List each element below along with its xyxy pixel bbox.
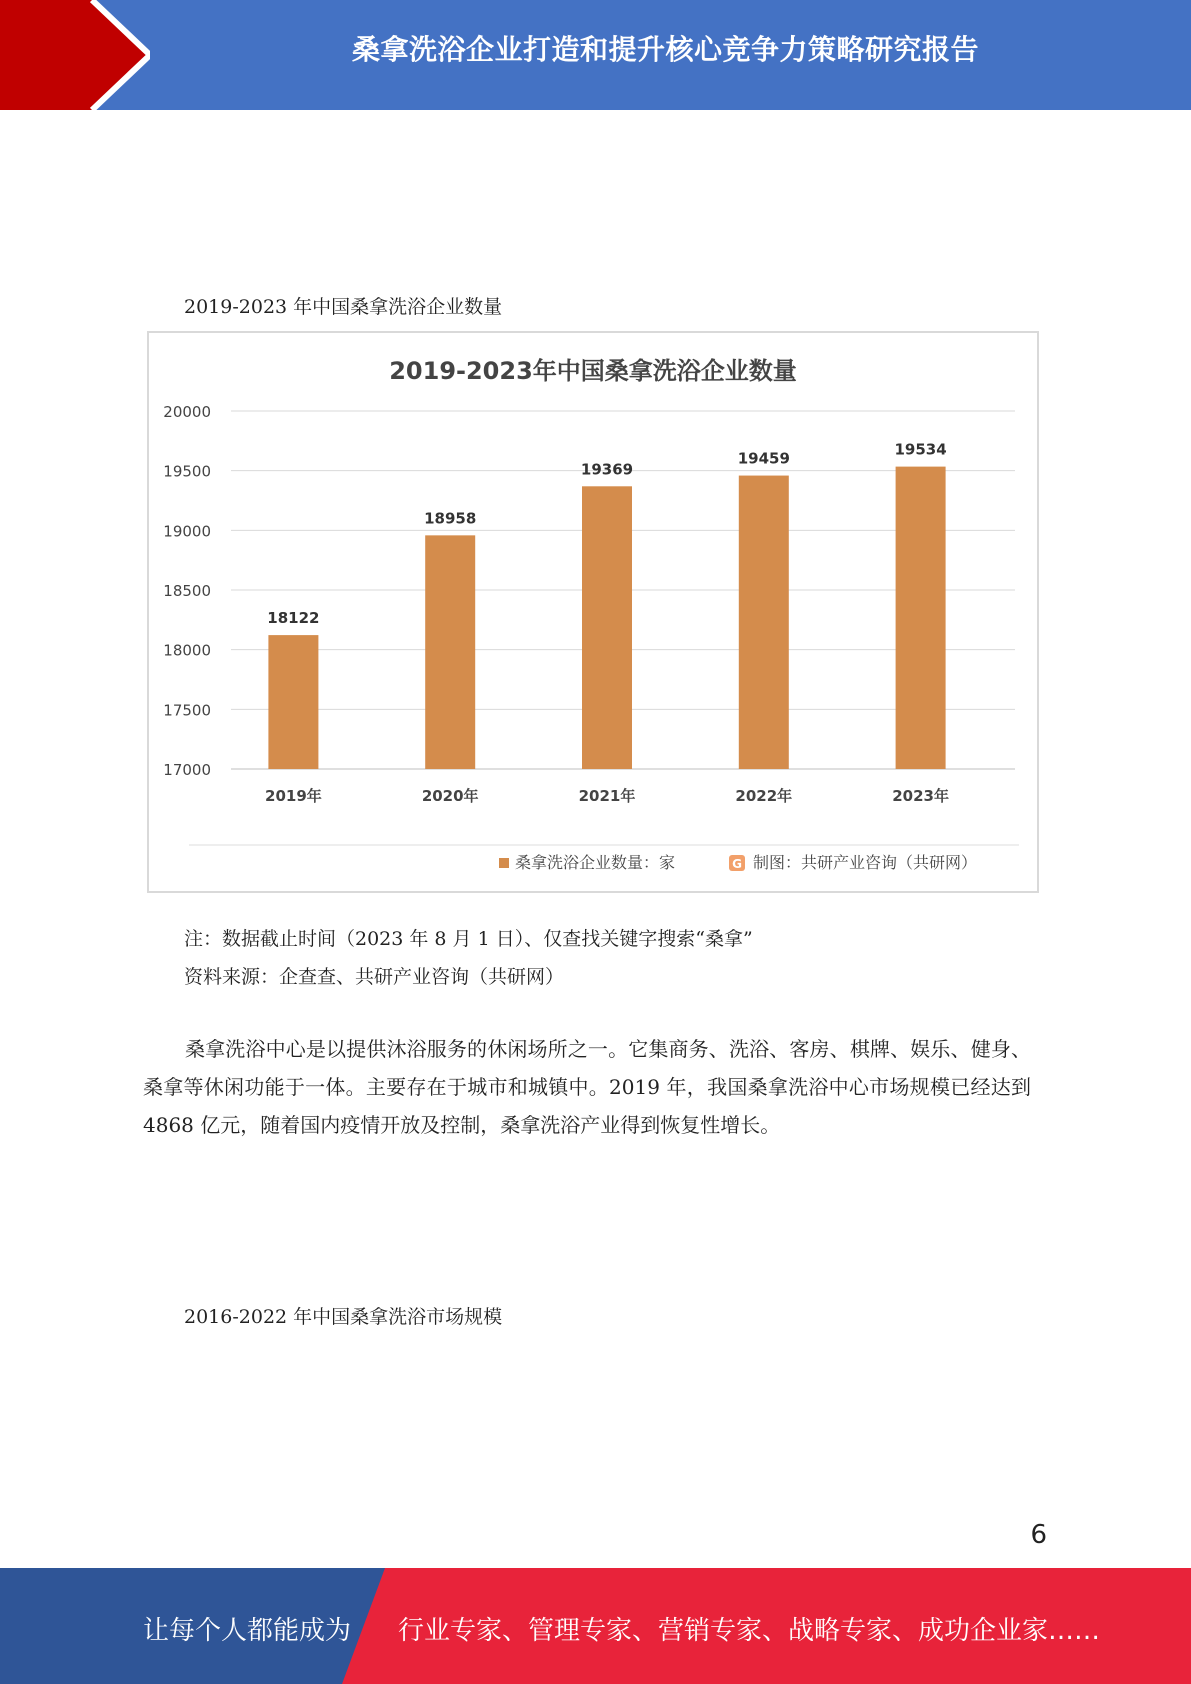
bar-2019年	[268, 635, 318, 769]
legend-swatch	[499, 858, 509, 868]
page-number: 6	[1030, 1520, 1047, 1550]
bar-2022年	[739, 476, 789, 769]
y-tick-label: 18500	[163, 582, 211, 600]
body-paragraph: 桑拿洗浴中心是以提供沐浴服务的休闲场所之一。它集商务、洗浴、客房、棋牌、娱乐、健身、桑拿等休闲功能于一体。主要存在于城市和城镇中。2019 年，我国桑拿洗浴中心市场规模已经达到 4868 亿元，随着国内疫情开放及控制，桑拿洗浴产业得到恢复性增长。	[143, 1037, 1031, 1137]
legend-series-label: 桑拿洗浴企业数量：家	[515, 853, 676, 872]
x-tick-label: 2019年	[265, 787, 322, 805]
x-tick-label: 2023年	[892, 787, 949, 805]
bar-chart	[147, 331, 1039, 893]
y-tick-label: 19500	[163, 462, 211, 481]
x-tick-label: 2022年	[735, 787, 793, 805]
footer-slogan-left: 让每个人都能成为	[143, 1616, 352, 1646]
data-label: 18122	[267, 609, 320, 628]
figure2-caption: 2016-2022 年中国桑拿洗浴市场规模	[184, 1306, 503, 1328]
bar-2020年	[425, 535, 475, 769]
chart-title: 2019-2023年中国桑拿洗浴企业数量	[389, 357, 797, 385]
header-arrow-decoration	[0, 0, 150, 110]
figure1-note: 注：数据截止时间（2023 年 8 月 1 日）、仅查找关键字搜索“桑拿”	[184, 928, 753, 950]
data-label: 19369	[580, 460, 634, 479]
data-label: 18958	[424, 509, 477, 528]
figure1-caption: 2019-2023 年中国桑拿洗浴企业数量	[184, 296, 503, 318]
chart-svg	[149, 333, 1037, 891]
y-tick-label: 18000	[163, 641, 211, 660]
figure1-source: 资料来源：企查查、共研产业咨询（共研网）	[184, 966, 565, 988]
data-label: 19534	[894, 440, 947, 459]
y-tick-label: 17000	[163, 761, 211, 779]
x-tick-label: 2021年	[578, 787, 636, 805]
legend-credit-label: 制图：共研产业咨询（共研网）	[753, 853, 978, 872]
x-tick-label: 2020年	[421, 787, 479, 805]
y-tick-label: 19000	[163, 522, 211, 541]
brand-logo-icon	[729, 855, 745, 871]
y-tick-label: 20000	[163, 403, 211, 421]
header-band	[0, 0, 1191, 110]
bar-2021年	[582, 486, 632, 769]
report-title: 桑拿洗浴企业打造和提升核心竞争力策略研究报告	[351, 33, 979, 66]
y-tick-label: 17500	[163, 701, 211, 720]
footer-band	[0, 1568, 1191, 1684]
footer-slogan-right: 行业专家、管理专家、营销专家、战略专家、成功企业家……	[398, 1616, 1101, 1646]
svg-text:G: G	[732, 857, 742, 871]
bar-2023年	[896, 467, 946, 769]
data-label: 19459	[737, 449, 790, 468]
